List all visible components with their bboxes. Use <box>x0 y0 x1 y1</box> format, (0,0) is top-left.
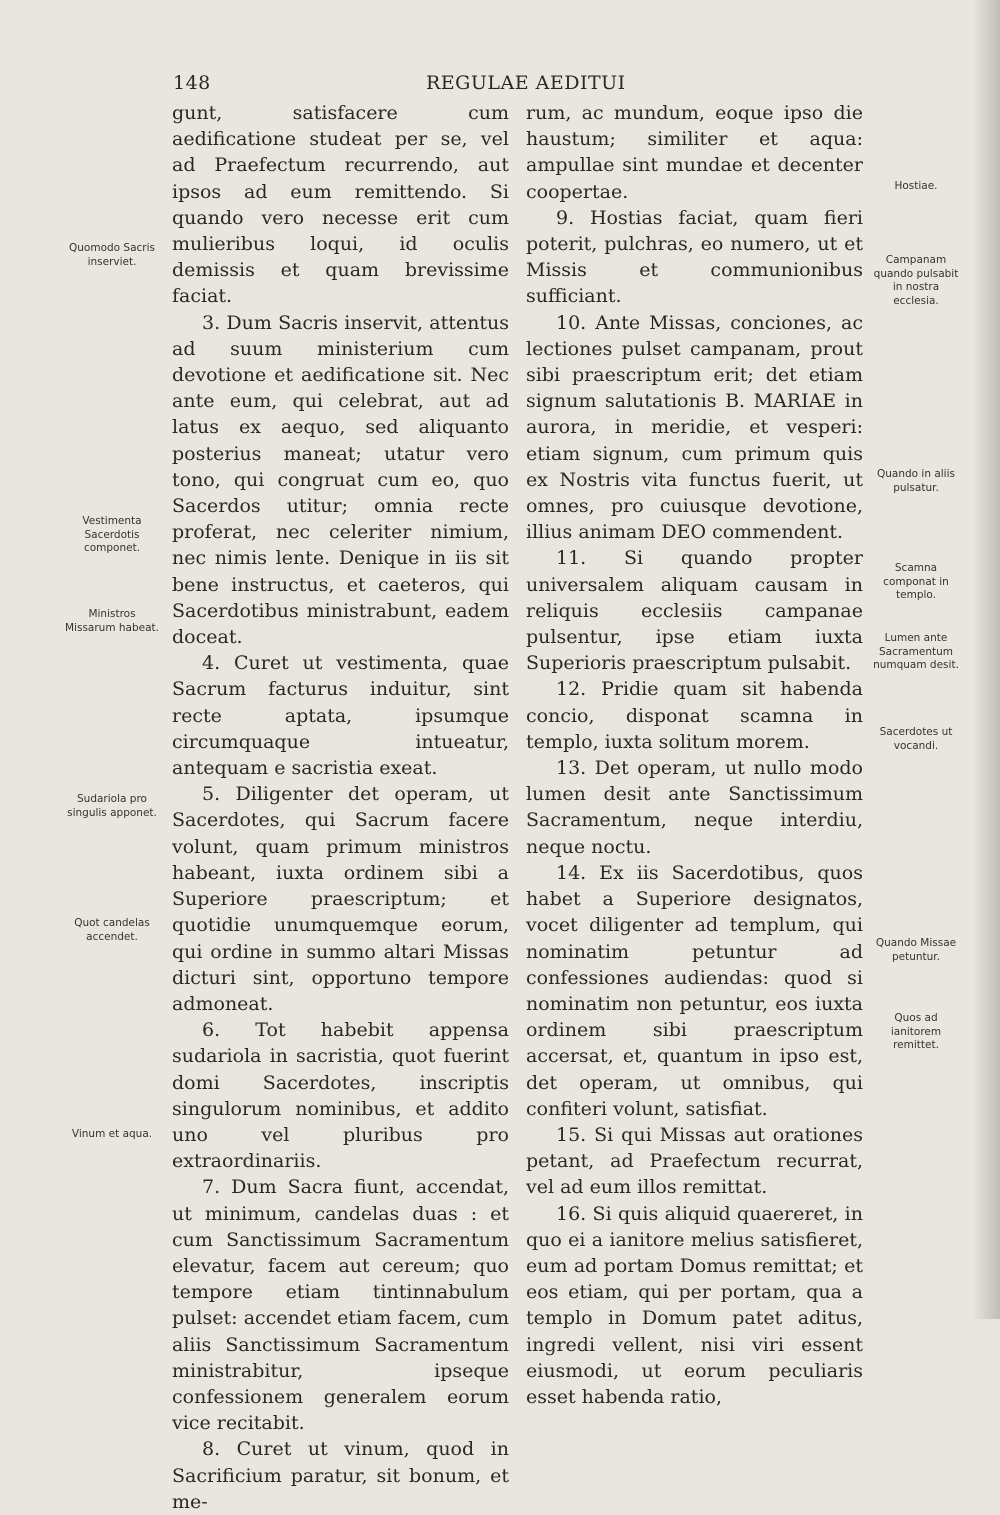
paragraph: 14. Ex iis Sacerdotibus, quos habet a Superiore designatos, vocet diligenter ad templum, qui nominatim petuntur ad confessiones audiendas: quod si nominatim non petuntur, eos iuxta ordinem sibi praescriptum accersat, et, quantum in ipso est, det operam, ut omnibus, qui confiteri volunt, satisfiat. <box>526 861 863 1120</box>
margin-note-left: Vinum et aqua. <box>71 1128 153 1140</box>
margin-note-right: Quando Missae petuntur. <box>875 937 957 963</box>
paragraph: 6. Tot habebit appensa sudariola in sacristia, quot fuerint domi Sacerdotes, inscriptis singulorum nominibus, et addito uno vel pluribus pro extraordinariis. <box>172 1019 509 1173</box>
margin-note-right: Quando in aliis pulsatur. <box>876 468 955 494</box>
paragraph: 9. Hostias faciat, quam fieri poterit, pulchras, eo numero, ut et Missis et communionibus sufficiant. <box>526 206 863 308</box>
paragraph: 10. Ante Missas, conciones, ac lectiones pulset campanam, prout sibi praescriptum erit; det etiam signum salutationis B. MARIAE in aurora, in meridie, et vesperi: etiam signum, cum primum quis ex Nostris vita functus fuerit, ut omnes, pro cuiusque devotione, illius animam DEO commendent. <box>526 311 863 544</box>
paragraph: 8. Curet ut vinum, quod in Sacrificium paratur, sit bonum, et me- <box>172 1438 509 1513</box>
paragraph: 11. Si quando propter universalem aliquam causam in reliquis ecclesiis campanae pulsentur, ipse etiam iuxta Superioris praescriptum pulsabit. <box>526 547 863 675</box>
paragraph: rum, ac mundum, eoque ipso die haustum; similiter et aqua: ampullae sint mundae et decenter coopertae. <box>526 102 863 203</box>
paragraph: 15. Si qui Missas aut orationes petant, ad Praefectum recurrat, vel ad eum illos remittat. <box>526 1123 863 1199</box>
page-number: 148 <box>173 72 211 94</box>
paragraph: 4. Curet ut vestimenta, quae Sacrum facturus induitur, sint recte aptata, ipsumque circumquaque intueatur, antequam e sacristia exeat. <box>172 652 509 780</box>
margin-note-left: Quomodo Sacris inserviet. <box>69 242 155 268</box>
paragraph: 3. Dum Sacris inservit, attentus ad suum ministerium cum devotione et aedificatione sit. Nec ante eum, qui celebrat, aut ad latus ex aequo, sed aliquanto posterius maneat; utatur vero tono, qui congruat cum eo, quo Sacerdos utitur; omnia recte proferat, nec celeriter nimium, nec nimis lente. Denique in iis sit bene instructus, et caeteros, qui Sacerdotibus ministrabunt, eadem doceat. <box>172 311 509 649</box>
margin-note-right: Hostiae. <box>894 180 938 192</box>
paragraph: 12. Pridie quam sit habenda concio, disponat scamna in templo, iuxta solitum morem. <box>526 678 863 753</box>
margin-note-right: Lumen ante Sacramentum numquam desit. <box>873 632 959 671</box>
margin-note-right: Quos ad ianitorem remittet. <box>890 1012 942 1051</box>
left-column <box>172 100 509 1515</box>
margin-note-right: Campanam quando pulsabit in nostra ecclesia. <box>873 254 959 307</box>
margin-note-left: Quot candelas accendet. <box>74 917 150 943</box>
margin-note-right: Scamna componat in templo. <box>883 562 949 601</box>
paragraph: gunt, satisfacere cum aedificatione studeat per se, vel ad Praefectum recurrendo, aut ipsos ad eum remittendo. Si quando vero necesse erit cum mulieribus loqui, id oculis demissis et quam brevissime faciat. <box>172 102 509 308</box>
margin-note-left: Sudariola pro singulis apponet. <box>67 793 157 819</box>
paragraph: 16. Si quis aliquid quaereret, in quo ei a ianitore melius satisfieret, eum ad portam Domus remittat; et eos etiam, qui per portam, qua a templo in Domum patet aditus, ingredi vellent, nisi viri essent eiusmodi, ut eorum peculiaris esset habenda ratio, <box>526 1202 863 1408</box>
running-head: REGULAE AEDITUI <box>426 72 626 94</box>
right-column <box>526 100 863 1410</box>
paragraph: 13. Det operam, ut nullo modo lumen desit ante Sanctissimum Sacramentum, neque interdiu, neque noctu. <box>526 757 863 858</box>
margin-note-left: Vestimenta Sacerdotis componet. <box>82 515 142 554</box>
margin-note-left: Ministros Missarum habeat. <box>65 608 159 634</box>
margin-note-right: Sacerdotes ut vocandi. <box>879 726 953 752</box>
paragraph: 5. Diligenter det operam, ut Sacerdotes, qui Sacrum facere volunt, quam primum ministros habeant, iuxta ordinem sibi a Superiore praescriptum; et quotidie unumquemque eorum, qui ordine in summo altari Missas dicturi sint, opportuno tempore admoneat. <box>172 783 509 1015</box>
paragraph: 7. Dum Sacra fiunt, accendat, ut minimum, candelas duas : et cum Sanctissimum Sacramentum elevatur, facem aut cereum; quo tempore etiam tintinnabulum pulset: accendet etiam facem, cum aliis Sanctissimum Sacramentum ministrabitur, ipseque confessionem generalem eorum vice recitabit. <box>172 1176 509 1435</box>
page-edge-shadow <box>972 0 1000 1319</box>
